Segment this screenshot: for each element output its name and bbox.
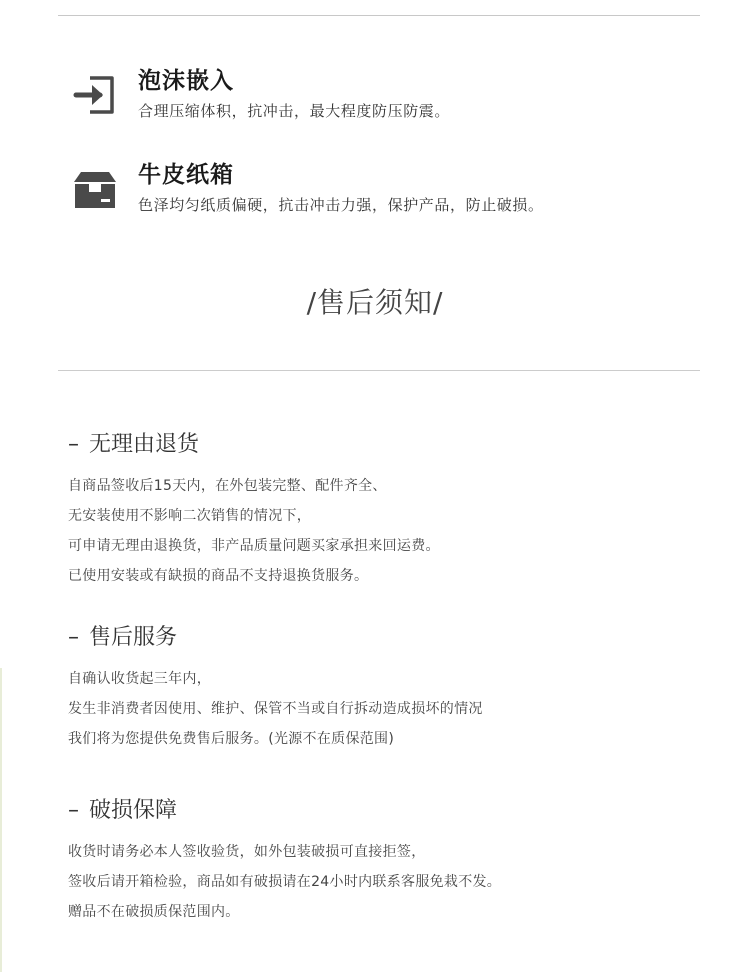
section-damage-guarantee (68, 795, 688, 927)
feature-kraft-box (72, 156, 692, 218)
dash-marker: – (68, 798, 79, 823)
feature-description: 色泽均匀纸质偏硬，抗击冲击力强，保护产品，防止破损。 (138, 196, 544, 214)
body-line: 我们将为您提供免费售后服务。(光源不在质保范围) (68, 731, 395, 747)
body-line: 可申请无理由退换货，非产品质量问题买家承担来回运费。 (68, 538, 440, 554)
feature-foam-insert (72, 62, 692, 124)
section-body (68, 837, 688, 927)
top-divider (58, 15, 700, 16)
body-line: 已使用安装或有缺损的商品不支持退换货服务。 (68, 568, 369, 584)
dash-marker: – (68, 625, 79, 650)
after-sales-heading: /售后须知/ (306, 286, 444, 319)
body-line: 赠品不在破损质保范围内。 (68, 904, 240, 920)
section-title (68, 622, 688, 654)
feature-description: 合理压缩体积，抗冲击，最大程度防压防震。 (138, 102, 451, 120)
login-arrow-icon (72, 72, 118, 118)
body-line: 无安装使用不影响二次销售的情况下， (68, 508, 312, 524)
box-icon (72, 166, 118, 212)
feature-title: 泡沫嵌入 (138, 68, 234, 94)
section-title-text: 破损保障 (89, 798, 178, 823)
section-title (68, 429, 688, 461)
body-line: 自确认收货起三年内， (68, 671, 211, 687)
section-divider (58, 370, 700, 371)
section-title-text: 无理由退货 (89, 432, 200, 457)
body-line: 自商品签收后15天内，在外包装完整、配件齐全、 (68, 478, 387, 494)
body-line: 发生非消费者因使用、维护、保管不当或自行拆动造成损坏的情况 (68, 701, 483, 717)
section-body (68, 471, 688, 591)
section-title (68, 795, 688, 827)
section-title-text: 售后服务 (89, 625, 178, 650)
left-edge-strip (0, 668, 2, 972)
section-no-reason-return (68, 429, 688, 591)
dash-marker: – (68, 432, 79, 457)
body-line: 签收后请开箱检验，商品如有破损请在24小时内联系客服免栽不发。 (68, 874, 502, 890)
section-body (68, 664, 688, 754)
feature-title: 牛皮纸箱 (138, 162, 234, 188)
section-after-sales-service (68, 622, 688, 754)
body-line: 收货时请务必本人签收验货，如外包装破损可直接拒签， (68, 844, 426, 860)
